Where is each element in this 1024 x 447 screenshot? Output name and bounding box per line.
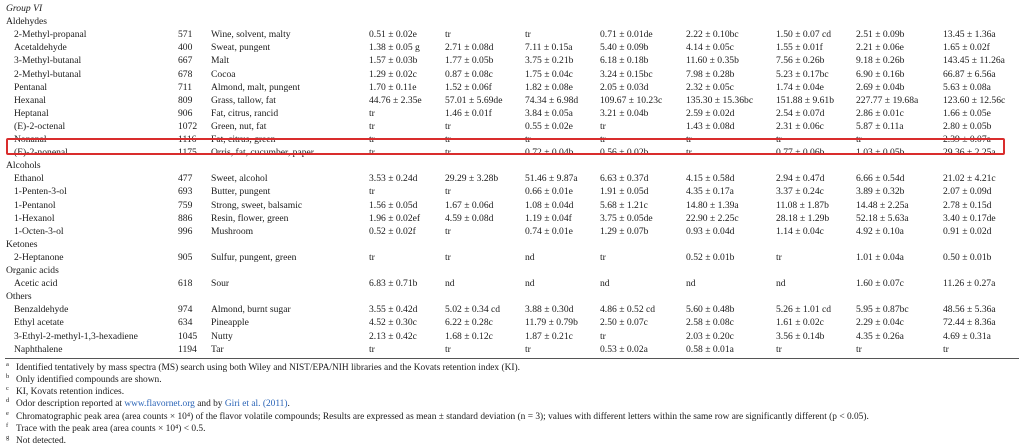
peak-area-value: 2.31 ± 0.06c	[776, 120, 824, 132]
odor-description: Sulfur, pungent, green	[211, 251, 297, 263]
peak-area-value: 2.13 ± 0.42c	[369, 330, 417, 342]
peak-area-value: 3.40 ± 0.17de	[943, 212, 996, 224]
peak-area-value: 3.84 ± 0.05a	[525, 107, 573, 119]
footnote-text: Identified tentatively by mass spectra (MS) search using both Wiley and NIST/EPA/NIH libraries and the Kovats retention index (KI).	[16, 362, 520, 373]
peak-area-value: tr	[445, 186, 451, 198]
peak-area-value: 1.82 ± 0.08e	[525, 81, 573, 93]
peak-area-value: tr	[525, 29, 531, 41]
peak-area-value: 4.52 ± 0.30c	[369, 317, 417, 329]
compound-name: Nonanal	[14, 134, 47, 145]
peak-area-value: 0.93 ± 0.04d	[686, 225, 735, 237]
footnote: $^g$ Not detected.	[6, 433, 66, 446]
peak-area-value: 1.75 ± 0.04c	[525, 68, 573, 80]
peak-area-value: 4.69 ± 0.31a	[943, 330, 991, 342]
table-row	[0, 303, 1024, 316]
peak-area-value: 44.76 ± 2.35e	[369, 94, 422, 106]
peak-area-value: 11.79 ± 0.79b	[525, 317, 578, 329]
kovats-index: 477	[178, 173, 193, 185]
peak-area-value: 0.77 ± 0.06b	[776, 147, 825, 159]
kovats-index: 618	[178, 278, 193, 290]
peak-area-value: 7.98 ± 0.28b	[686, 68, 735, 80]
peak-area-value: tr	[600, 134, 606, 145]
peak-area-value: 1.29 ± 0.07b	[600, 225, 649, 237]
table-row	[0, 81, 1024, 94]
peak-area-value: 1.56 ± 0.05d	[369, 199, 418, 211]
peak-area-value: tr	[369, 186, 375, 198]
peak-area-value: 4.59 ± 0.08d	[445, 212, 494, 224]
peak-area-value: 14.48 ± 2.25a	[856, 199, 909, 211]
peak-area-value: 143.45 ± 11.26a	[943, 55, 1005, 67]
peak-area-value: 4.14 ± 0.05c	[686, 42, 734, 54]
peak-area-value: 11.08 ± 1.87b	[776, 199, 829, 211]
compound-name: Hexanal	[14, 94, 46, 106]
peak-area-value: tr	[600, 330, 606, 342]
peak-area-value: nd	[525, 251, 535, 263]
odor-description: Almond, malt, pungent	[211, 81, 300, 93]
peak-area-value: 5.87 ± 0.11a	[856, 120, 904, 132]
peak-area-value: tr	[776, 343, 782, 355]
peak-area-value: 6.22 ± 0.28c	[445, 317, 493, 329]
footnote-text: .	[287, 399, 290, 410]
peak-area-value: 1.57 ± 0.03b	[369, 55, 418, 67]
kovats-index: 634	[178, 317, 193, 329]
peak-area-value: 2.54 ± 0.07d	[776, 107, 825, 119]
peak-area-value: 5.68 ± 1.21c	[600, 199, 648, 211]
footnote-text: Trace with the peak area (area counts × 10⁴) < 0.5.	[16, 423, 206, 434]
odor-description: Sour	[211, 278, 230, 290]
kovats-index: 400	[178, 42, 193, 54]
peak-area-value: 1.68 ± 0.12c	[445, 330, 493, 342]
kovats-index: 974	[178, 304, 193, 316]
footnote-text: KI, Kovats retention indices.	[16, 387, 125, 398]
peak-area-value: 0.91 ± 0.02d	[943, 225, 992, 237]
peak-area-value: 5.63 ± 0.08a	[943, 81, 991, 93]
odor-description: Fat, citrus, green	[211, 134, 276, 145]
peak-area-value: tr	[445, 147, 451, 159]
footnote: $^c$ KI, Kovats retention indices.	[6, 385, 125, 398]
peak-area-value: 1.66 ± 0.05e	[943, 107, 991, 119]
table-row	[0, 146, 1024, 159]
kovats-index: 1072	[178, 120, 198, 132]
odor-description: Green, nut, fat	[211, 120, 267, 132]
peak-area-value: 2.58 ± 0.08c	[686, 317, 734, 329]
peak-area-value: 0.87 ± 0.08c	[445, 68, 493, 80]
peak-area-value: 2.50 ± 0.07c	[600, 317, 648, 329]
peak-area-value: 22.90 ± 2.25c	[686, 212, 739, 224]
kovats-index: 759	[178, 199, 193, 211]
peak-area-value: tr	[369, 107, 375, 119]
peak-area-value: tr	[445, 225, 451, 237]
peak-area-value: 0.52 ± 0.01b	[686, 251, 735, 263]
peak-area-value: 2.07 ± 0.09d	[943, 186, 992, 198]
peak-area-value: 0.66 ± 0.01e	[525, 186, 573, 198]
peak-area-value: 1.03 ± 0.05b	[856, 147, 905, 159]
peak-area-value: 1.43 ± 0.08d	[686, 120, 735, 132]
kovats-index: 905	[178, 251, 193, 263]
peak-area-value: tr	[686, 134, 692, 145]
table-row	[0, 212, 1024, 225]
peak-area-value: tr	[856, 134, 862, 145]
footnote: $^b$ Only identified compounds are shown.	[6, 372, 162, 385]
compound-name: (E)-2-nonenal	[14, 147, 68, 159]
peak-area-value: tr	[525, 134, 531, 145]
peak-area-value: 2.69 ± 0.04b	[856, 81, 905, 93]
peak-area-value: 5.23 ± 0.17bc	[776, 68, 829, 80]
peak-area-value: 1.52 ± 0.06f	[445, 81, 492, 93]
kovats-index: 809	[178, 94, 193, 106]
peak-area-value: 1.67 ± 0.06d	[445, 199, 494, 211]
peak-area-value: tr	[600, 251, 606, 263]
peak-area-value: 4.86 ± 0.52 cd	[600, 304, 656, 316]
peak-area-value: 57.01 ± 5.69de	[445, 94, 503, 106]
peak-area-value: nd	[445, 278, 455, 290]
peak-area-value: 13.45 ± 1.36a	[943, 29, 996, 41]
kovats-index: 886	[178, 212, 193, 224]
odor-description: Malt	[211, 55, 230, 67]
peak-area-value: 1.91 ± 0.05d	[600, 186, 649, 198]
peak-area-value: 6.63 ± 0.37d	[600, 173, 649, 185]
odor-description: Tar	[211, 343, 224, 355]
peak-area-value: tr	[776, 134, 782, 145]
peak-area-value: tr	[369, 134, 375, 145]
peak-area-value: 29.29 ± 3.28b	[445, 173, 499, 185]
compound-name: 3-Ethyl-2-methyl-1,3-hexadiene	[14, 330, 138, 342]
odor-description: Mushroom	[211, 225, 254, 237]
table-row	[0, 28, 1024, 41]
peak-area-value: 2.80 ± 0.05b	[943, 120, 992, 132]
table-row	[0, 54, 1024, 67]
table-row	[0, 316, 1024, 329]
peak-area-value: 3.56 ± 0.14b	[776, 330, 825, 342]
compound-name: 1-Octen-3-ol	[14, 225, 64, 237]
table-row	[0, 277, 1024, 290]
peak-area-value: 2.32 ± 0.05c	[686, 81, 734, 93]
peak-area-value: tr	[369, 120, 375, 132]
odor-description: Almond, burnt sugar	[211, 304, 291, 316]
peak-area-value: 109.67 ± 10.23c	[600, 94, 663, 106]
kovats-index: 906	[178, 107, 193, 119]
compound-name: 2-Methyl-butanal	[14, 68, 82, 80]
table-row	[0, 199, 1024, 212]
peak-area-value: 1.65 ± 0.02f	[943, 42, 990, 54]
peak-area-value: 51.46 ± 9.87a	[525, 173, 578, 185]
peak-area-value: 6.18 ± 0.18b	[600, 55, 649, 67]
peak-area-value: 21.02 ± 4.21c	[943, 173, 996, 185]
peak-area-value: 6.90 ± 0.16b	[856, 68, 905, 80]
peak-area-value: 0.74 ± 0.01e	[525, 225, 573, 237]
peak-area-value: 6.83 ± 0.71b	[369, 278, 418, 290]
peak-area-value: 11.60 ± 0.35b	[686, 55, 739, 67]
peak-area-value: 3.88 ± 0.30d	[525, 304, 574, 316]
table-row	[0, 225, 1024, 238]
section-header: Aldehydes	[6, 16, 48, 28]
odor-description: Wine, solvent, malty	[211, 29, 291, 41]
peak-area-value: tr	[369, 147, 375, 159]
peak-area-value: 1.08 ± 0.04d	[525, 199, 574, 211]
peak-area-value: 7.56 ± 0.26b	[776, 55, 825, 67]
peak-area-value: 5.26 ± 1.01 cd	[776, 304, 832, 316]
peak-area-value: 2.59 ± 0.02d	[686, 107, 735, 119]
section-header: Alcohols	[6, 160, 41, 172]
peak-area-value: tr	[369, 251, 375, 263]
peak-area-value: 1.14 ± 0.04c	[776, 225, 824, 237]
table-row	[0, 343, 1024, 356]
section-header: Organic acids	[6, 265, 59, 276]
footnote-text: Not detected.	[16, 435, 66, 446]
peak-area-value: tr	[686, 147, 692, 159]
peak-area-value: 1.87 ± 0.21c	[525, 330, 573, 342]
peak-area-value: 3.75 ± 0.21b	[525, 55, 574, 67]
peak-area-value: 0.58 ± 0.01a	[686, 343, 734, 355]
table-row	[0, 185, 1024, 198]
section-header: Ketones	[6, 238, 38, 250]
peak-area-value: nd	[525, 278, 535, 290]
peak-area-value: 2.71 ± 0.08d	[445, 42, 494, 54]
kovats-index: 996	[178, 225, 193, 237]
peak-area-value: 0.50 ± 0.01b	[943, 251, 992, 263]
table-row	[0, 41, 1024, 54]
table-row	[0, 68, 1024, 81]
peak-area-value: 2.51 ± 0.09b	[856, 29, 905, 41]
peak-area-value: 151.88 ± 9.61b	[776, 94, 835, 106]
peak-area-value: 5.95 ± 0.87bc	[856, 304, 909, 316]
peak-area-value: 52.18 ± 5.63a	[856, 212, 909, 224]
odor-description: Sweet, alcohol	[211, 173, 268, 185]
odor-description: Pineapple	[211, 317, 249, 329]
peak-area-value: nd	[776, 278, 786, 290]
kovats-index: 667	[178, 55, 193, 67]
peak-area-value: 0.51 ± 0.02e	[369, 29, 417, 41]
peak-area-value: 2.05 ± 0.03d	[600, 81, 649, 93]
peak-area-value: 4.15 ± 0.58d	[686, 173, 735, 185]
footnote-text: Chromatographic peak area (area counts × 10⁴) of the flavor volatile compounds; Results are expressed as mean ± standard deviation (n = 3); values with different letters within the same row are significantly different (p < 0.05).	[16, 411, 869, 422]
peak-area-value: 0.56 ± 0.02b	[600, 147, 649, 159]
compound-name: Benzaldehyde	[14, 304, 69, 316]
peak-area-value: tr	[445, 251, 451, 263]
peak-area-value: nd	[686, 278, 696, 290]
kovats-index: 1045	[178, 330, 198, 342]
flavornet-link[interactable]: www.flavornet.org	[124, 399, 195, 410]
peak-area-value: 4.92 ± 0.10a	[856, 225, 904, 237]
compound-name: Naphthalene	[14, 343, 63, 355]
footnote: $^f$ Trace with the peak area (area counts × 10⁴) < 0.5.	[6, 421, 206, 434]
peak-area-value: 3.21 ± 0.04b	[600, 107, 649, 119]
peak-area-value: tr	[525, 343, 531, 355]
peak-area-value: 2.78 ± 0.15d	[943, 199, 992, 211]
peak-area-value: 48.56 ± 5.36a	[943, 304, 996, 316]
citation-link[interactable]: Giri et al. (2011)	[224, 399, 288, 410]
table-row	[0, 251, 1024, 264]
peak-area-value: 0.71 ± 0.01de	[600, 29, 653, 41]
peak-area-value: 66.87 ± 6.56a	[943, 68, 996, 80]
peak-area-value: tr	[776, 251, 782, 263]
peak-area-value: tr	[943, 343, 949, 355]
peak-area-value: 2.86 ± 0.01c	[856, 107, 904, 119]
peak-area-value: 2.94 ± 0.47d	[776, 173, 825, 185]
peak-area-value: 4.35 ± 0.17a	[686, 186, 734, 198]
peak-area-value: 3.24 ± 0.15bc	[600, 68, 653, 80]
footnote: $^d$ Odor description reported at www.flavornet.org and by Giri et al. (2011).	[6, 397, 290, 410]
group-title: Group VI	[6, 3, 43, 14]
table-row	[0, 172, 1024, 185]
footnote-text: Odor description reported at	[16, 399, 125, 410]
footnote-text: Only identified compounds are shown.	[16, 374, 162, 385]
odor-description: Nutty	[211, 330, 233, 342]
compound-name: 3-Methyl-butanal	[14, 55, 82, 67]
footnote: $^e$ Chromatographic peak area (area counts × 10⁴) of the flavor volatile compounds; Results are expressed as mean ± standard deviation (n = 3); values with different letters within the same row are significantly different (p < 0.05).	[6, 409, 869, 422]
table-row	[0, 120, 1024, 133]
compound-name: Acetaldehyde	[14, 42, 67, 54]
footnote-text: and by	[194, 399, 225, 410]
kovats-index: 1194	[178, 343, 197, 355]
peak-area-value: 1.70 ± 0.11e	[369, 81, 417, 93]
kovats-index: 693	[178, 186, 193, 198]
peak-area-value: 1.38 ± 0.05 g	[369, 42, 420, 54]
odor-description: Grass, tallow, fat	[211, 94, 276, 106]
odor-description: Butter, pungent	[211, 186, 271, 198]
peak-area-value: 74.34 ± 6.98d	[525, 94, 579, 106]
compound-name: Ethanol	[14, 173, 44, 185]
peak-area-value: 2.22 ± 0.10bc	[686, 29, 739, 41]
peak-area-value: 227.77 ± 19.68a	[856, 94, 919, 106]
peak-area-value: tr	[856, 343, 862, 355]
odor-description: Cocoa	[211, 68, 236, 80]
peak-area-value: 1.61 ± 0.02c	[776, 317, 824, 329]
kovats-index: 678	[178, 68, 193, 80]
compound-name: 1-Hexanol	[14, 212, 55, 224]
peak-area-value: 3.55 ± 0.42d	[369, 304, 418, 316]
peak-area-value: 1.55 ± 0.01f	[776, 42, 823, 54]
table-row	[0, 94, 1024, 107]
peak-area-value: 2.29 ± 0.04c	[856, 317, 904, 329]
table-bottom-rule	[5, 358, 1019, 359]
peak-area-value: 3.75 ± 0.05de	[600, 212, 653, 224]
compound-name: 2-Methyl-propanal	[14, 29, 87, 41]
kovats-index: 1175	[178, 147, 197, 159]
compound-name: 1-Penten-3-ol	[14, 186, 67, 198]
peak-area-value: 5.60 ± 0.48b	[686, 304, 735, 316]
peak-area-value: 3.89 ± 0.32b	[856, 186, 905, 198]
peak-area-value: nd	[600, 278, 610, 290]
section-header: Others	[6, 291, 32, 303]
odor-description: Resin, flower, green	[211, 212, 289, 224]
peak-area-value: 3.37 ± 0.24c	[776, 186, 824, 198]
odor-description: Sweat, pungent	[211, 42, 271, 54]
peak-area-value: 1.96 ± 0.02ef	[369, 212, 421, 224]
compound-name: Acetic acid	[14, 278, 58, 290]
kovats-index: 711	[178, 81, 193, 93]
compound-name: Heptanal	[14, 107, 49, 119]
peak-area-value: 1.19 ± 0.04f	[525, 212, 572, 224]
peak-area-value: 0.55 ± 0.02e	[525, 120, 573, 132]
odor-description: Strong, sweet, balsamic	[211, 199, 303, 211]
peak-area-value: 29.36 ± 2.25a	[943, 147, 996, 159]
peak-area-value: tr	[600, 120, 606, 132]
peak-area-value: 6.66 ± 0.54d	[856, 173, 905, 185]
compound-name: 2-Heptanone	[14, 251, 64, 263]
compound-name: Pentanal	[14, 81, 48, 93]
peak-area-value: 9.18 ± 0.26b	[856, 55, 905, 67]
peak-area-value: 1.77 ± 0.05b	[445, 55, 494, 67]
table-row	[0, 133, 1024, 146]
table-row	[0, 107, 1024, 120]
peak-area-value: 4.35 ± 0.26a	[856, 330, 904, 342]
peak-area-value: 0.72 ± 0.04b	[525, 147, 574, 159]
peak-area-value: 1.46 ± 0.01f	[445, 107, 492, 119]
peak-area-value: 1.50 ± 0.07 cd	[776, 29, 832, 41]
kovats-index: 571	[178, 29, 193, 41]
peak-area-value: 14.80 ± 1.39a	[686, 199, 739, 211]
peak-area-value: 72.44 ± 8.36a	[943, 317, 996, 329]
peak-area-value: 1.74 ± 0.04e	[776, 81, 824, 93]
peak-area-value: 28.18 ± 1.29b	[776, 212, 830, 224]
kovats-index: 1116	[178, 134, 197, 145]
peak-area-value: 2.21 ± 0.06e	[856, 42, 904, 54]
peak-area-value: tr	[445, 134, 451, 145]
odor-description: Orris, fat, cucumber, paper	[211, 147, 314, 159]
peak-area-value: 0.52 ± 0.02f	[369, 225, 416, 237]
peak-area-value: 2.03 ± 0.20c	[686, 330, 734, 342]
footnote: $^a$ Identified tentatively by mass spectra (MS) search using both Wiley and NIST/EPA/NIH libraries and the Kovats retention index (KI).	[6, 360, 520, 373]
peak-area-value: 2.39 ± 0.07a	[943, 134, 991, 145]
odor-description: Fat, citrus, rancid	[211, 107, 279, 119]
peak-area-value: 135.30 ± 15.36bc	[686, 94, 754, 106]
peak-area-value: 5.02 ± 0.34 cd	[445, 304, 501, 316]
table-row	[0, 330, 1024, 343]
peak-area-value: tr	[445, 120, 451, 132]
compound-name: (E)-2-octenal	[14, 120, 66, 132]
peak-area-value: tr	[445, 29, 451, 41]
peak-area-value: tr	[369, 343, 375, 355]
peak-area-value: 5.40 ± 0.09b	[600, 42, 649, 54]
compound-name: Ethyl acetate	[14, 317, 64, 329]
peak-area-value: 123.60 ± 12.56c	[943, 94, 1006, 106]
peak-area-value: tr	[445, 343, 451, 355]
peak-area-value: 7.11 ± 0.15a	[525, 42, 573, 54]
peak-area-value: 1.01 ± 0.04a	[856, 251, 904, 263]
compound-name: 1-Pentanol	[14, 199, 56, 211]
peak-area-value: 0.53 ± 0.02a	[600, 343, 648, 355]
peak-area-value: 11.26 ± 0.27a	[943, 278, 996, 290]
peak-area-value: 1.29 ± 0.02c	[369, 68, 417, 80]
peak-area-value: 3.53 ± 0.24d	[369, 173, 418, 185]
peak-area-value: 1.60 ± 0.07c	[856, 278, 904, 290]
